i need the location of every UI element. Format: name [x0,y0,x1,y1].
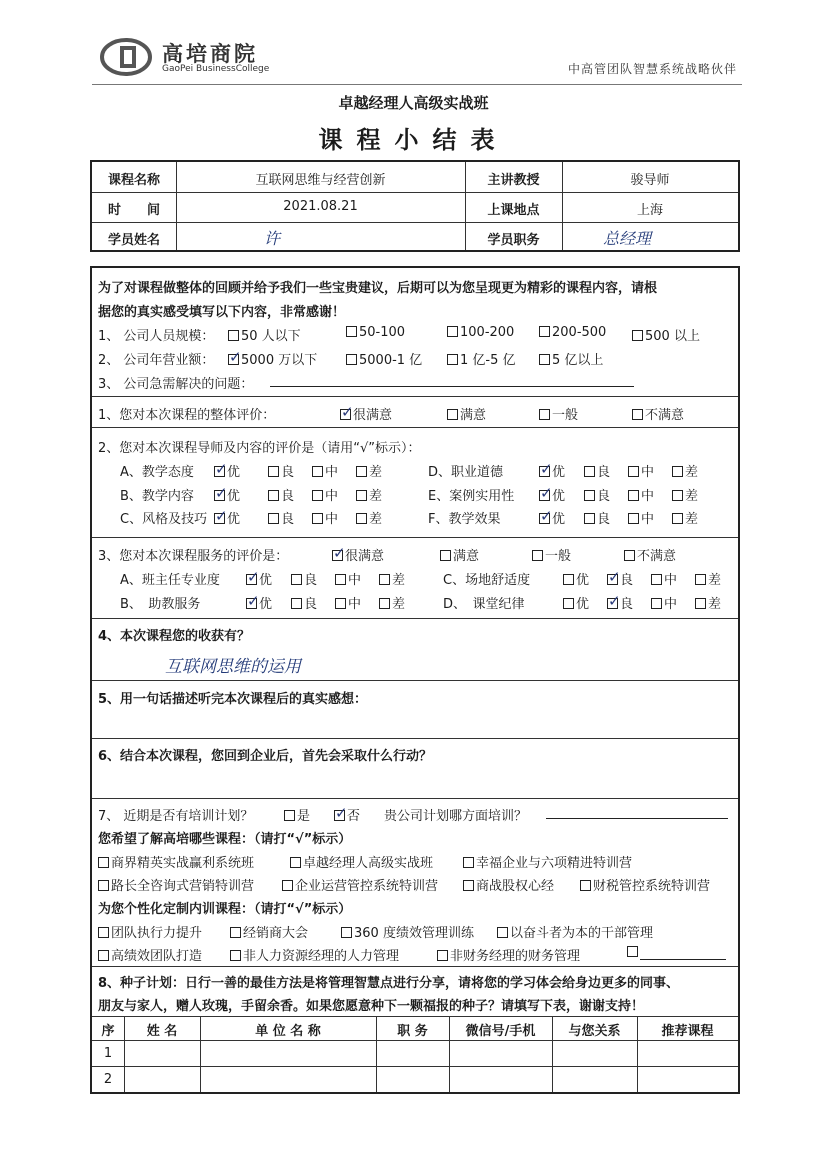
table-row-index: 2 [103,1072,113,1087]
service-opt-average[interactable]: 一般 [532,545,571,564]
overall-opt-average[interactable]: 一般 [539,404,578,423]
checkbox[interactable] [268,490,279,501]
intro-text-line2: 据您的真实感受填写以下内容，非常感谢！ [98,305,346,320]
checkbox[interactable] [312,466,323,477]
table-row-index: 1 [103,1046,113,1061]
grade-label: 优 [227,512,241,527]
logo-chinese-name: 高培商院 [162,41,258,66]
teacher-eval-right-grade-option[interactable] [584,485,610,504]
checkbox[interactable] [282,880,293,891]
course-option[interactable]: 商界精英实战赢利系统班 [98,852,254,871]
grade-label: 良 [304,573,318,588]
teacher-eval-left-grade-option[interactable] [312,461,338,480]
teacher-eval-left-label: C、风格及技巧 [120,512,208,527]
checkbox-checked[interactable] [340,409,351,420]
service-eval-left-grade-option[interactable] [335,569,361,588]
company-size-question: 1、 公司人员规模： [98,329,215,344]
header-tagline: 中高管团队智慧系统战略伙伴 [567,62,737,76]
checkbox-checked[interactable] [228,354,239,365]
teacher-eval-right-label: F、教学效果 [428,512,501,527]
checkbox[interactable] [437,950,448,961]
gains-answer[interactable]: 互联网思维的运用 [165,657,301,677]
checkbox[interactable] [291,598,302,609]
student-name-label: 学员姓名 [107,233,160,248]
custom-course-option[interactable]: 团队执行力提升 [98,922,202,941]
custom-course-option[interactable]: 非人力资源经理的人力管理 [230,945,399,964]
checkbox[interactable] [379,598,390,609]
course-option[interactable]: 商战股权心经 [463,875,554,894]
overall-opt-unsatisfied[interactable]: 不满意 [632,404,684,423]
grade-label: 优 [227,489,241,504]
checkbox[interactable] [440,550,451,561]
grade-label: 良 [304,597,318,612]
checkbox-checked[interactable] [214,466,225,477]
lecturer-label: 主讲教授 [487,173,540,188]
teacher-eval-question: 2、您对本次课程导师及内容的评价是（请用“√”标示）： [98,441,421,456]
checkbox[interactable] [346,354,357,365]
lecturer-value[interactable]: 骏导师 [630,173,670,188]
grade-label: 差 [685,512,699,527]
grade-label: 优 [227,465,241,480]
grade-label: 中 [325,489,339,504]
grade-label: 差 [685,465,699,480]
custom-course-option[interactable]: 以奋斗者为本的干部管理 [497,922,653,941]
company-size-opt4[interactable]: 200-500 [539,325,606,340]
checkbox-checked[interactable] [539,513,550,524]
service-opt-unsatisfied[interactable]: 不满意 [624,545,676,564]
checkbox[interactable] [228,330,239,341]
custom-course-option[interactable]: 经销商大会 [230,922,308,941]
grade-label: 差 [708,573,722,588]
checkbox[interactable] [539,409,550,420]
teacher-eval-right-grade-option[interactable] [584,508,610,527]
checkbox[interactable] [624,550,635,561]
grade-label: 中 [348,597,362,612]
checkbox-checked[interactable] [214,490,225,501]
course-name-value[interactable]: 互联网思维与经营创新 [255,173,386,188]
checkbox[interactable] [230,927,241,938]
form-subtitle: 卓越经理人高级实战班 [338,94,489,112]
service-eval-right-grade-option[interactable] [607,569,633,588]
header-divider [92,84,742,85]
company-size-opt2[interactable]: 50-100 [346,325,405,340]
grade-label: 差 [392,573,406,588]
time-label: 时 间 [107,203,160,218]
course-option[interactable]: 路长全咨询式营销特训营 [98,875,254,894]
checkbox[interactable] [632,409,643,420]
teacher-eval-right-grade-option[interactable] [539,508,565,527]
col-header-name: 姓 名 [146,1024,178,1039]
grade-label: 良 [281,489,295,504]
revenue-opt4[interactable]: 5 亿以上 [539,349,603,368]
company-size-opt1[interactable]: 50 人以下 [228,325,301,344]
service-eval-left-grade-option[interactable] [335,593,361,612]
grade-label: 优 [552,489,566,504]
grade-label: 中 [641,512,655,527]
checkbox[interactable] [379,574,390,585]
teacher-eval-left-grade-option[interactable] [268,508,294,527]
position-value[interactable]: 总经理 [602,229,651,248]
checkbox[interactable] [651,574,662,585]
teacher-eval-right-grade-option[interactable] [672,508,698,527]
info-table [90,160,740,252]
checkbox[interactable] [356,466,367,477]
custom-training-heading: 为您个性化定制内训课程：（请打“√”标示） [98,902,352,917]
form-title: 课程小结表 [318,126,509,154]
grade-label: 中 [641,489,655,504]
seed-plan-text-line1: 8、种子计划：日行一善的最佳方法是将管理智慧点进行分享，请将您的学习体会给身边更多的同事、 [98,976,680,991]
checkbox[interactable] [284,810,295,821]
referral-table [92,1016,738,1092]
teacher-eval-left-grade-option[interactable] [214,485,240,504]
checkbox[interactable] [539,326,550,337]
service-eval-question: 3、您对本次课程服务的评价是： [98,549,289,564]
service-eval-left-grade-option[interactable] [379,569,405,588]
revenue-opt3[interactable]: 1 亿-5 亿 [447,349,516,368]
checkbox[interactable] [695,598,706,609]
teacher-eval-right-grade-option[interactable] [672,485,698,504]
checkbox[interactable] [98,927,109,938]
checkbox[interactable] [563,598,574,609]
feeling-question: 5、用一句话描述听完本次课程后的真实感想： [98,692,368,707]
teacher-eval-left-grade-option[interactable] [214,508,240,527]
grade-label: 差 [392,597,406,612]
grade-label: 良 [620,597,634,612]
checkbox[interactable] [291,574,302,585]
grade-label: 优 [552,465,566,480]
revenue-opt1[interactable]: ✓ 5000 万以下 [228,349,317,368]
overall-opt-very-satisfied[interactable]: ✓ 很满意 [340,404,392,423]
checkbox[interactable] [532,550,543,561]
teacher-eval-left-grade-option[interactable] [356,508,382,527]
service-eval-left-grade-option[interactable] [246,593,272,612]
company-size-opt3[interactable]: 100-200 [447,325,514,340]
grade-label: 中 [325,465,339,480]
col-header-index: 序 [101,1024,115,1039]
checkbox[interactable] [580,880,591,891]
checkbox[interactable] [335,574,346,585]
course-name-label: 课程名称 [107,173,160,188]
col-header-relation: 与您关系 [568,1024,621,1039]
custom-course-other[interactable] [627,945,726,960]
grade-label: 中 [325,512,339,527]
checkbox-checked[interactable] [332,550,343,561]
checkbox[interactable] [672,466,683,477]
teacher-eval-right-grade-option[interactable] [539,485,565,504]
checkbox-checked[interactable] [539,466,550,477]
checkbox[interactable] [628,466,639,477]
course-option[interactable]: 财税管控系统特训营 [580,875,710,894]
custom-course-option[interactable]: 360 度绩效管理训练 [341,922,474,941]
teacher-eval-right-grade-option[interactable] [539,461,565,480]
position-label: 学员职务 [487,233,540,248]
teacher-eval-right-label: D、职业道德 [428,465,504,480]
grade-label: 中 [641,465,655,480]
seed-plan-text-line2: 朋友与家人，赠人玫瑰，手留余香。如果您愿意种下一颗福报的种子？请填写下表，谢谢支持！ [98,999,645,1014]
grade-label: 中 [348,573,362,588]
checkbox[interactable] [335,598,346,609]
teacher-eval-left-label: B、教学内容 [120,489,194,504]
grade-label: 差 [369,512,383,527]
teacher-eval-right-grade-option[interactable] [628,508,654,527]
checkbox-checked[interactable] [214,513,225,524]
grade-label: 中 [664,597,678,612]
custom-course-option[interactable]: 非财务经理的财务管理 [437,945,580,964]
time-value[interactable]: 2021.08.21 [283,199,358,214]
checkbox[interactable] [463,880,474,891]
revenue-question: 2、 公司年营业额： [98,353,215,368]
overall-opt-satisfied[interactable]: 满意 [447,404,486,423]
checkbox[interactable] [98,950,109,961]
service-eval-left-grade-option[interactable] [291,569,317,588]
service-eval-right-grade-option[interactable] [651,569,677,588]
checkbox[interactable] [672,513,683,524]
checkbox[interactable] [584,490,595,501]
grade-label: 良 [620,573,634,588]
checkbox-checked[interactable] [607,598,618,609]
action-question: 6、结合本次课程，您回到企业后，首先会采取什么行动？ [98,749,433,764]
training-plan-yes[interactable]: 是 [284,805,310,824]
location-label: 上课地点 [487,203,540,218]
service-eval-right-grade-option[interactable] [563,593,589,612]
checkbox[interactable] [268,513,279,524]
grade-label: 优 [576,573,590,588]
teacher-eval-right-grade-option[interactable] [584,461,610,480]
service-eval-right-label: D、 课堂纪律 [443,597,525,612]
checkbox[interactable] [447,354,458,365]
training-area-input[interactable] [546,818,728,819]
custom-course-option[interactable]: 高绩效团队打造 [98,945,202,964]
checkbox[interactable] [584,466,595,477]
service-eval-right-grade-option[interactable] [695,569,721,588]
teacher-eval-right-grade-option[interactable] [628,461,654,480]
service-eval-right-grade-option[interactable] [695,593,721,612]
checkbox[interactable] [346,326,357,337]
urgent-problem-question: 3、 公司急需解决的问题： [98,377,254,392]
checkbox[interactable] [584,513,595,524]
grade-label: 差 [369,465,383,480]
teacher-eval-right-grade-option[interactable] [672,461,698,480]
checkbox[interactable] [497,927,508,938]
checkbox[interactable] [632,330,643,341]
grade-label: 中 [664,573,678,588]
teacher-eval-left-grade-option[interactable] [312,485,338,504]
service-eval-left-label: B、 助教服务 [120,597,201,612]
grade-label: 优 [259,573,273,588]
checkbox[interactable] [628,513,639,524]
action-answer-area[interactable] [98,766,728,794]
intro-text-line1: 为了对课程做整体的回顾并给予我们一些宝贵建议，后期可以为您呈现更为精彩的课程内容，请根 [98,281,658,296]
overall-eval-question: 1、您对本次课程的整体评价： [98,408,276,423]
grade-label: 差 [708,597,722,612]
training-area-question: 贵公司计划哪方面培训？ [384,809,528,824]
college-logo [100,38,152,76]
checkbox[interactable] [356,490,367,501]
col-header-position: 职 务 [397,1024,428,1039]
checkbox[interactable] [447,409,458,420]
service-opt-very-satisfied[interactable]: ✓ 很满意 [332,545,384,564]
service-eval-left-label: A、班主任专业度 [120,573,220,588]
teacher-eval-left-grade-option[interactable] [356,461,382,480]
grade-label: 优 [552,512,566,527]
feeling-answer-area[interactable] [98,708,728,734]
service-eval-right-label: C、场地舒适度 [443,573,531,588]
gains-question: 4、本次课程您的收获有？ [98,629,251,644]
checkbox[interactable] [268,466,279,477]
training-plan-question: 7、 近期是否有培训计划？ [98,809,254,824]
urgent-problem-input[interactable] [270,386,634,387]
checkbox[interactable] [672,490,683,501]
course-option[interactable]: 企业运营管控系统特训营 [282,875,438,894]
courses-interest-heading: 您希望了解高培哪些课程：（请打“√”标示） [98,832,352,847]
checkbox[interactable] [290,857,301,868]
checkbox[interactable] [356,513,367,524]
service-opt-satisfied[interactable]: 满意 [440,545,479,564]
checkbox[interactable] [447,326,458,337]
col-header-contact: 微信号/手机 [465,1024,536,1039]
checkbox[interactable] [651,598,662,609]
checkbox[interactable] [539,354,550,365]
grade-label: 良 [281,512,295,527]
location-value[interactable]: 上海 [636,203,663,218]
student-name-value[interactable]: 许 [263,229,280,248]
checkbox[interactable] [463,857,474,868]
grade-label: 优 [576,597,590,612]
checkbox-checked[interactable] [607,574,618,585]
col-header-course: 推荐课程 [661,1024,714,1039]
checkbox[interactable] [98,857,109,868]
checkbox[interactable] [230,950,241,961]
checkbox[interactable] [341,927,352,938]
training-plan-no[interactable]: ✓ 否 [334,805,360,824]
teacher-eval-left-grade-option[interactable] [214,461,240,480]
teacher-eval-left-grade-option[interactable] [312,508,338,527]
teacher-eval-left-label: A、教学态度 [120,465,194,480]
checkbox[interactable] [312,490,323,501]
col-header-company: 单 位 名 称 [255,1024,321,1039]
service-eval-right-grade-option[interactable] [651,593,677,612]
teacher-eval-left-grade-option[interactable] [268,485,294,504]
course-option[interactable]: 卓越经理人高级实战班 [290,852,433,871]
course-option[interactable]: 幸福企业与六项精进特训营 [463,852,632,871]
checkbox-checked[interactable] [539,490,550,501]
checkbox[interactable] [695,574,706,585]
grade-label: 良 [597,465,611,480]
grade-label: 优 [259,597,273,612]
grade-label: 良 [597,512,611,527]
grade-label: 良 [597,489,611,504]
teacher-eval-left-grade-option[interactable] [268,461,294,480]
grade-label: 良 [281,465,295,480]
service-eval-right-grade-option[interactable] [563,569,589,588]
grade-label: 差 [369,489,383,504]
checkbox[interactable] [627,946,638,957]
checkbox[interactable] [312,513,323,524]
grade-label: 差 [685,489,699,504]
revenue-opt2[interactable]: 5000-1 亿 [346,349,422,368]
teacher-eval-left-grade-option[interactable] [356,485,382,504]
logo-english-name: GaoPei BusinessCollege [162,64,270,74]
checkbox-checked[interactable] [246,574,257,585]
service-eval-left-grade-option[interactable] [246,569,272,588]
checkbox-checked[interactable] [334,810,345,821]
teacher-eval-right-label: E、案例实用性 [428,489,515,504]
checkbox-checked[interactable] [246,598,257,609]
company-size-opt5[interactable]: 500 以上 [632,325,700,344]
checkbox[interactable] [98,880,109,891]
checkbox[interactable] [628,490,639,501]
service-eval-left-grade-option[interactable] [291,593,317,612]
teacher-eval-right-grade-option[interactable] [628,485,654,504]
checkbox[interactable] [563,574,574,585]
service-eval-left-grade-option[interactable] [379,593,405,612]
service-eval-right-grade-option[interactable] [607,593,633,612]
